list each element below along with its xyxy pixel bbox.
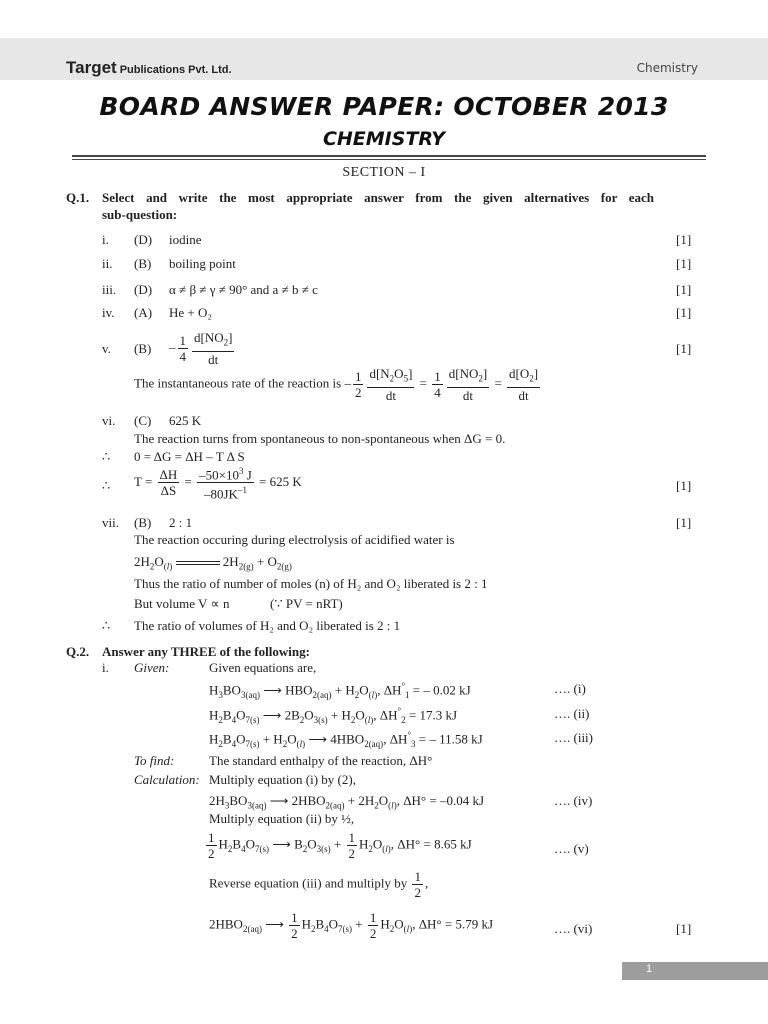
- publisher-logo: [66, 58, 232, 78]
- equation-ref: …. (vi): [554, 921, 593, 936]
- subject-label: Chemistry: [636, 61, 698, 75]
- title-divider-thin: [72, 159, 706, 160]
- therefore-symbol: ∴: [102, 618, 111, 633]
- q1-text-line2: sub-question:: [102, 207, 178, 222]
- page-number: 1: [646, 963, 653, 975]
- rate-explanation: The instantaneous rate of the reaction is – $\frac{1}{2}$ $\frac{d[N_2O_5]}{dt}$ = $\frac{1}{4}$ $\frac{d[NO_2]}{dt}$ = $\frac{d[O_2]}{dt}$: [134, 366, 539, 403]
- vii-conclusion: The ratio of volumes of H₂ and O₂ liberated is 2 : 1: [134, 618, 401, 633]
- q2-item-num: i.: [102, 660, 109, 675]
- vii-volume-relation: But volume V ∝ n: [134, 596, 230, 611]
- marks-label: [1]: [676, 478, 692, 493]
- q1-item-option: (D): [134, 232, 153, 247]
- q1-item-num: iii.: [102, 282, 117, 297]
- electrolysis-equation: $2H_2O_{(l)}$ $2H_{2(g)} + O_{2(g)}$: [134, 554, 292, 572]
- q1-item-answer: α ≠ β ≠ γ ≠ 90° and a ≠ b ≠ c: [169, 282, 318, 297]
- rate-explanation-text: The instantaneous rate of the reaction is: [134, 375, 342, 391]
- reverse-text-label: Reverse equation (iii) and multiply by: [209, 875, 408, 891]
- q1-item-option: (B): [134, 341, 152, 356]
- marks-label: [1]: [676, 256, 692, 271]
- vii-gas-law: (∵ PV = nRT): [270, 596, 343, 611]
- therefore-symbol: ∴: [102, 449, 111, 464]
- marks-label: [1]: [676, 515, 692, 530]
- q1-item-option: (D): [134, 282, 153, 297]
- q1-item-num: vii.: [102, 515, 119, 530]
- marks-label: [1]: [676, 341, 692, 356]
- therefore-symbol: ∴: [102, 478, 111, 493]
- calculation-text: Multiply equation (i) by (2),: [209, 772, 356, 787]
- q1-item-num: iv.: [102, 305, 115, 320]
- q1-item-num: v.: [102, 341, 111, 356]
- q1-item-answer: He + O₂: [169, 305, 212, 320]
- q1-item-option: (B): [134, 256, 152, 271]
- equation-ii: $H_2B_4O_{7(s)}$ ⟶ $2B_2O_{3(s)} + H_2O_{(l)}$, $\Delta H^\circ_2 = 17.3$ kJ: [209, 706, 458, 725]
- q1-item-num: i.: [102, 232, 109, 247]
- given-text: Given equations are,: [209, 660, 317, 675]
- footer-bar: [622, 962, 768, 980]
- title-divider: [72, 155, 706, 157]
- q1-item-answer: 2 : 1: [169, 515, 193, 530]
- page-subtitle: CHEMISTRY: [322, 128, 446, 150]
- page-title: BOARD ANSWER PAPER: OCTOBER 2013: [99, 92, 669, 121]
- multiply-half-text: Multiply equation (ii) by ½,: [209, 811, 355, 826]
- equation-ref: …. (iii): [554, 730, 593, 745]
- vi-result: = 625 K: [259, 473, 302, 489]
- q1-number: Q.1.: [66, 190, 90, 205]
- tofind-text: The standard enthalpy of the reaction, ΔH°: [209, 753, 433, 768]
- q1-item-num: vi.: [102, 413, 116, 428]
- equation-v: $\frac{1}{2}$ $H_2B_4O_{7(s)}$ ⟶ $B_2O_{3(s)}$ + $\frac{1}{2}$ $H_2O_{(l)}$, ΔH° = 8.65 kJ: [208, 830, 472, 861]
- tofind-label: To find:: [134, 753, 175, 768]
- equation-iv: $2H_3BO_{3(aq)}$ ⟶ $2HBO_{2(aq)} + 2H_2O_{(l)}$, ΔH° = –0.04 kJ: [209, 793, 485, 811]
- calculation-label: Calculation:: [134, 772, 200, 787]
- equation-ref: …. (ii): [554, 706, 590, 721]
- marks-label: [1]: [676, 282, 692, 297]
- equation-ref: …. (v): [554, 841, 589, 856]
- q1-item-num: ii.: [102, 256, 113, 271]
- marks-label: [1]: [676, 921, 692, 936]
- equation-ref: …. (iv): [554, 793, 593, 808]
- vii-explanation: The reaction occuring during electrolysis of acidified water is: [134, 532, 455, 547]
- reverse-text: Reverse equation (iii) and multiply by $\frac{1}{2}$ ,: [209, 869, 429, 900]
- marks-label: [1]: [676, 305, 692, 320]
- vii-mole-ratio: Thus the ratio of number of moles (n) of H₂ and O₂ liberated is 2 : 1: [134, 576, 488, 591]
- vi-equation: 0 = ΔG = ΔH – T Δ S: [134, 449, 245, 464]
- q2-heading: Answer any THREE of the following:: [102, 644, 310, 659]
- rate-expression: – $\frac{1}{4}$ $\frac{d[NO_2]}{dt}$: [169, 330, 233, 367]
- brand-name: Target: [66, 58, 117, 77]
- q1-item-answer: iodine: [169, 232, 202, 247]
- q1-item-option: (C): [134, 413, 152, 428]
- q2-number: Q.2.: [66, 644, 90, 659]
- q1-item-option: (B): [134, 515, 152, 530]
- equation-i: $H_3BO_{3(aq)}$ ⟶ $HBO_{2(aq)} + H_2O_{(l)}$, $\Delta H^\circ_1$ = – 0.02 kJ: [209, 681, 471, 700]
- q1-text-line1: Select and write the most appropriate answer from the given alternatives for each: [102, 190, 654, 205]
- vi-explanation: The reaction turns from spontaneous to non-spontaneous when ΔG = 0.: [134, 431, 506, 446]
- equation-vi: $2HBO_{2(aq)}$ ⟶ $\frac{1}{2}$ $H_2B_4O_{7(s)}$ + $\frac{1}{2}$ $H_2O_{(l)}$, ΔH° = 5.79 kJ: [209, 910, 494, 941]
- section-heading: SECTION – I: [342, 165, 426, 180]
- brand-subtitle: Publications Pvt. Ltd.: [119, 64, 232, 76]
- vi-temperature-calc: T = $\frac{\Delta H}{\Delta S}$ = $\frac{-50\times 10^3 J}{-80JK^{-1}}$ = 625 K: [134, 466, 302, 502]
- equation-ref: …. (i): [554, 681, 586, 696]
- given-label: Given:: [134, 660, 170, 675]
- q1-item-answer: boiling point: [169, 256, 236, 271]
- equation-iii: $H_2B_4O_{7(s)} + H_2O_{(l)}$ ⟶ $4HBO_{2(aq)}$, $\Delta H^\circ_3$ = – 11.58 kJ: [209, 730, 483, 749]
- q1-item-option: (A): [134, 305, 153, 320]
- marks-label: [1]: [676, 232, 692, 247]
- q1-item-answer: 625 K: [169, 413, 202, 428]
